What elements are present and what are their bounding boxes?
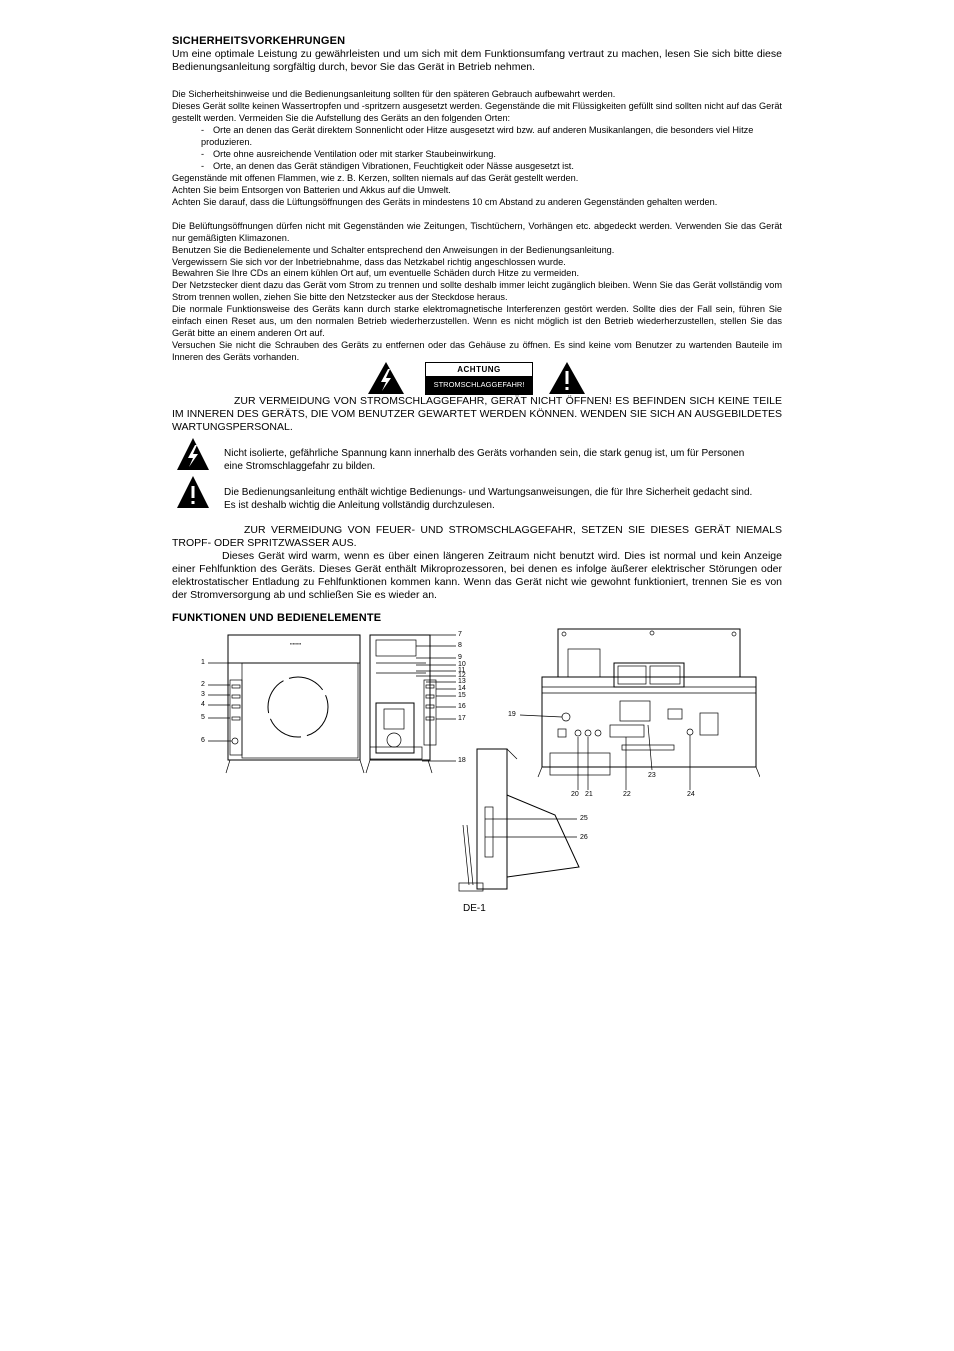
safety-paragraph: Achten Sie darauf, dass die Lüftungsöffnungen des Geräts in mindestens 10 cm Abstand zu anderen Gegenständen gehalten werden. [172, 197, 718, 207]
section-title-functions: FUNKTIONEN UND BEDIENELEMENTE [172, 612, 382, 624]
caution-label-top: ACHTUNG [457, 365, 501, 374]
callout-label: 25 [580, 815, 588, 822]
callout-label: 2 [201, 681, 205, 688]
safety-bullet: - Orte, an denen das Gerät ständigen Vibrationen, Feuchtigkeit oder Nässe ausgesetzt ist. [201, 161, 574, 171]
caution-label-bottom: STROMSCHLAGGEFAHR! [426, 376, 532, 394]
safety-paragraph: Versuchen Sie nicht die Schrauben des Geräts zu entfernen oder das Gehäuse zu öffnen. Es sind keine vom Benutzer zu wartenden Bauteile im Inneren des Geräts vorhanden. [172, 340, 782, 362]
callout-label: 21 [585, 791, 593, 798]
section-title-safety: SICHERHEITSVORKEHRUNGEN [172, 35, 346, 47]
callout-label: 6 [201, 737, 205, 744]
callout-label: 3 [201, 691, 205, 698]
caution-text: ZUR VERMEIDUNG VON STROMSCHLAGGEFAHR, GERÄT NICHT ÖFFNEN! ES BEFINDEN SICH KEINE TEILE IM INNEREN DES GERÄTS, DIE VOM BENUTZER GEWARTET WERDEN KÖNNEN. WENDEN SIE SICH AN AUSGEBILDETES WARTUNGSPERSONAL. [172, 395, 782, 433]
safety-paragraph: Der Netzstecker dient dazu das Gerät vom Strom zu trennen und sollte deshalb immer leicht zugänglich bleiben. Wenn Sie das Gerät vollständig vom Strom trennen wollen, ziehen Sie bitte den Netzstecker aus der Steckdose heraus. [172, 280, 782, 302]
page-number: DE-1 [463, 903, 486, 914]
callout-label: 16 [458, 703, 466, 710]
warm-note: Dieses Gerät wird warm, wenn es über einen längeren Zeitraum nicht benutzt wird. Dies ist normal und kein Anzeige einer Fehlfunktion des Geräts. Dieses Gerät enthält Mikroprozessoren, bei denen es infolge äußerer elektrischer Störungen oder elektrostatischer Entladung zu Fehlfunktionen kommen kann. Wenn das Gerät nicht wie gewohnt funktioniert, trennen Sie es von der Stromversorgung ab und schließen Sie es wieder an. [172, 550, 782, 601]
side-view-diagram [455, 745, 595, 900]
callout-label: 17 [458, 715, 466, 722]
bullet-text: Orte ohne ausreichende Ventilation oder mit starker Staubeinwirkung. [213, 149, 496, 159]
electric-shock-warning-icon [366, 360, 406, 396]
front-callout-lines [200, 625, 470, 775]
safety-paragraph: Die Belüftungsöffnungen dürfen nicht mit Gegenständen wie Zeitungen, Tischtüchern, Vorhängen etc. abgedeckt werden. Verwenden Sie das Gerät nur gemäßigten Klimazonen. [172, 221, 782, 243]
exclamation-warning-icon [547, 360, 587, 396]
intro-paragraph: Um eine optimale Leistung zu gewährleisten und um sich mit dem Funktionsumfang vertraut zu machen, lesen Sie sich bitte diese Bedienungsanleitung sorgfältig durch, bevor Sie das Gerät in Betrieb nehmen. [172, 48, 782, 73]
callout-label: 10 [458, 661, 466, 668]
callout-label: 26 [580, 834, 588, 841]
callout-label: 14 [458, 685, 466, 692]
safety-paragraph: Die Sicherheitshinweise und die Bedienungsanleitung sollten für den späteren Gebrauch aufbewahrt werden. [172, 89, 616, 99]
callout-label: 13 [458, 678, 466, 685]
safety-paragraph: Dieses Gerät sollte keinen Wassertropfen und -spritzern ausgesetzt werden. Gegenstände die mit Flüssigkeiten gefüllt sind sollten nicht auf das Gerät gestellt werden. Vermeiden Sie die Aufstellung des Geräts an den folgenden Orten: [172, 101, 782, 123]
bolt-icon [176, 436, 210, 472]
safety-bullet: - Orte an denen das Gerät direktem Sonnenlicht oder Hitze ausgesetzt wird bzw. auf anderen Musikanlangen, die besonders viel Hitze produzieren. [201, 125, 754, 147]
safety-paragraph: Die normale Funktionsweise des Geräts kann durch starke elektromagnetische Interferenzen gestört werden. Sollte dies der Fall sein, führen Sie einfach einen Reset aus, um den normalen Betrieb wiederherzustellen. Wenn es nicht möglich ist den Betrieb wiederherzustellen, stellen Sie das Gerät bitte an einem anderen Ort auf. [172, 304, 782, 338]
callout-label: 4 [201, 701, 205, 708]
bullet-text: Orte, an denen das Gerät ständigen Vibrationen, Feuchtigkeit oder Nässe ausgesetzt ist. [213, 161, 574, 171]
safety-bullet: - Orte ohne ausreichende Ventilation oder mit starker Staubeinwirkung. [201, 149, 496, 159]
bullet-text: Orte an denen das Gerät direktem Sonnenlicht oder Hitze ausgesetzt wird bzw. auf anderen Musikanlangen, die besonders viel Hitze produzieren. [201, 125, 754, 147]
callout-label: 7 [458, 631, 462, 638]
bolt-symbol-note: Nicht isolierte, gefährliche Spannung kann innerhalb des Geräts vorhanden sein, die stark genug ist, um für Personen eine Stromschlaggefahr zu bilden. [224, 448, 745, 472]
safety-paragraph: Achten Sie beim Entsorgen von Batterien und Akkus auf die Umwelt. [172, 185, 451, 195]
callout-label: 18 [458, 757, 466, 764]
callout-label: 12 [458, 672, 466, 679]
callout-label: 11 [458, 667, 466, 674]
callout-label: 24 [687, 791, 695, 798]
safety-paragraph: Bewahren Sie Ihre CDs an einem kühlen Ort auf, um eventuelle Schäden durch Hitze zu vermeiden. [172, 268, 580, 278]
fire-warning: ZUR VERMEIDUNG VON FEUER- UND STROMSCHLAGGEFAHR, SETZEN SIE DIESES GERÄT NIEMALS TROPF- ODER SPRITZWASSER AUS. [172, 524, 782, 549]
safety-paragraph: Vergewissern Sie sich vor der Inbetriebnahme, dass das Netzkabel richtig angeschlossen wurde. [172, 257, 566, 267]
exclamation-symbol-note: Die Bedienungsanleitung enthält wichtige Bedienungs- und Wartungsanweisungen, die für Ihre Sicherheit gedacht sind. Es ist deshalb wichtig die Anleitung vollständig durchzulesen. [224, 487, 753, 511]
callout-label: 5 [201, 714, 205, 721]
safety-paragraph: Gegenstände mit offenen Flammen, wie z. B. Kerzen, sollten niemals auf das Gerät gestellt werden. [172, 173, 579, 183]
callout-label: 1 [201, 659, 205, 666]
callout-label: 8 [458, 642, 462, 649]
caution-label [425, 362, 533, 395]
callout-label: 22 [623, 791, 631, 798]
callout-label: 15 [458, 692, 466, 699]
callout-label: 20 [571, 791, 579, 798]
callout-label: 19 [508, 711, 516, 718]
exclamation-icon [176, 474, 210, 510]
svg-text:▪▪▪▪▪▪▪▪: ▪▪▪▪▪▪▪▪ [290, 641, 302, 646]
callout-label: 9 [458, 654, 462, 661]
safety-paragraph: Benutzen Sie die Bedienelemente und Schalter entsprechend den Anweisungen in der Bedienungsanleitung. [172, 245, 615, 255]
callout-label: 23 [648, 772, 656, 779]
